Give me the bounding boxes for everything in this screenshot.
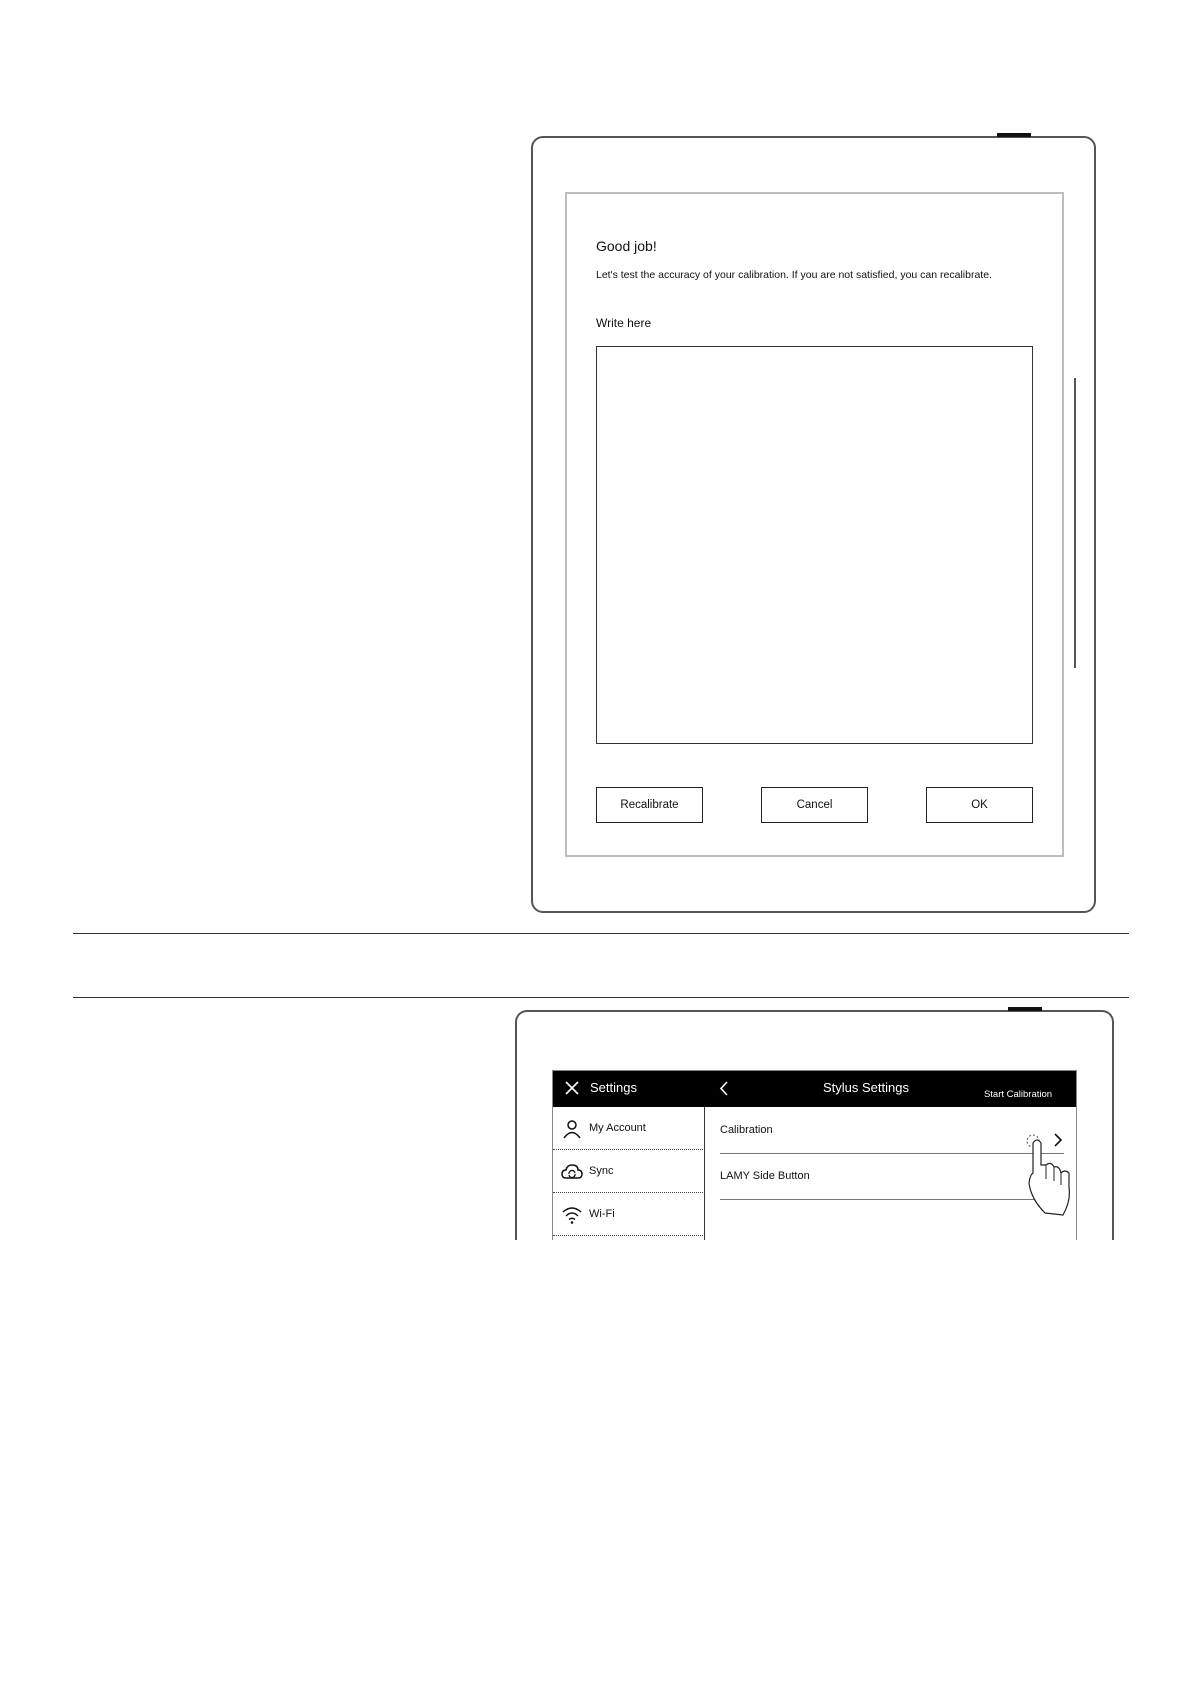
tap-hand-icon (1021, 1125, 1077, 1240)
stylus-settings-title: Stylus Settings (823, 1080, 909, 1095)
wifi-icon (561, 1205, 583, 1225)
dialog-title: Good job! (596, 238, 657, 254)
separator-line (73, 997, 1129, 998)
sidebar-item-my-account[interactable] (553, 1107, 705, 1150)
cloud-sync-icon (561, 1162, 583, 1182)
device-side-strip (1074, 378, 1076, 668)
lamy-side-button-label: LAMY Side Button (720, 1170, 810, 1182)
start-calibration-button[interactable]: Start Calibration (973, 1083, 1063, 1105)
settings-screen (552, 1070, 1077, 1240)
calibration-row (720, 1107, 1064, 1154)
calibration-label: Calibration (720, 1124, 773, 1136)
power-button (997, 133, 1031, 137)
write-here-label: Write here (596, 316, 652, 330)
sidebar-item-label: Sync (589, 1165, 614, 1177)
ok-button[interactable]: OK (926, 787, 1033, 823)
settings-sidebar (553, 1107, 705, 1240)
dialog-instruction: Let's test the accuracy of your calibration. If you are not satisfied, you can recalibrate. (596, 269, 992, 281)
sidebar-item-label: My Account (589, 1122, 646, 1134)
sidebar-item-sync[interactable] (553, 1150, 705, 1193)
cancel-button[interactable]: Cancel (761, 787, 868, 823)
writing-test-area[interactable] (596, 346, 1033, 744)
recalibrate-button[interactable]: Recalibrate (596, 787, 703, 823)
settings-title: Settings (590, 1080, 637, 1095)
sidebar-item-label: Wi-Fi (589, 1208, 615, 1220)
power-button (1008, 1007, 1042, 1011)
lamy-side-button-row[interactable] (720, 1154, 1064, 1200)
close-icon[interactable] (564, 1080, 580, 1096)
back-chevron-icon[interactable] (718, 1080, 730, 1097)
person-icon (561, 1119, 583, 1139)
separator-line (73, 933, 1129, 934)
sidebar-item-wifi[interactable] (553, 1193, 705, 1236)
